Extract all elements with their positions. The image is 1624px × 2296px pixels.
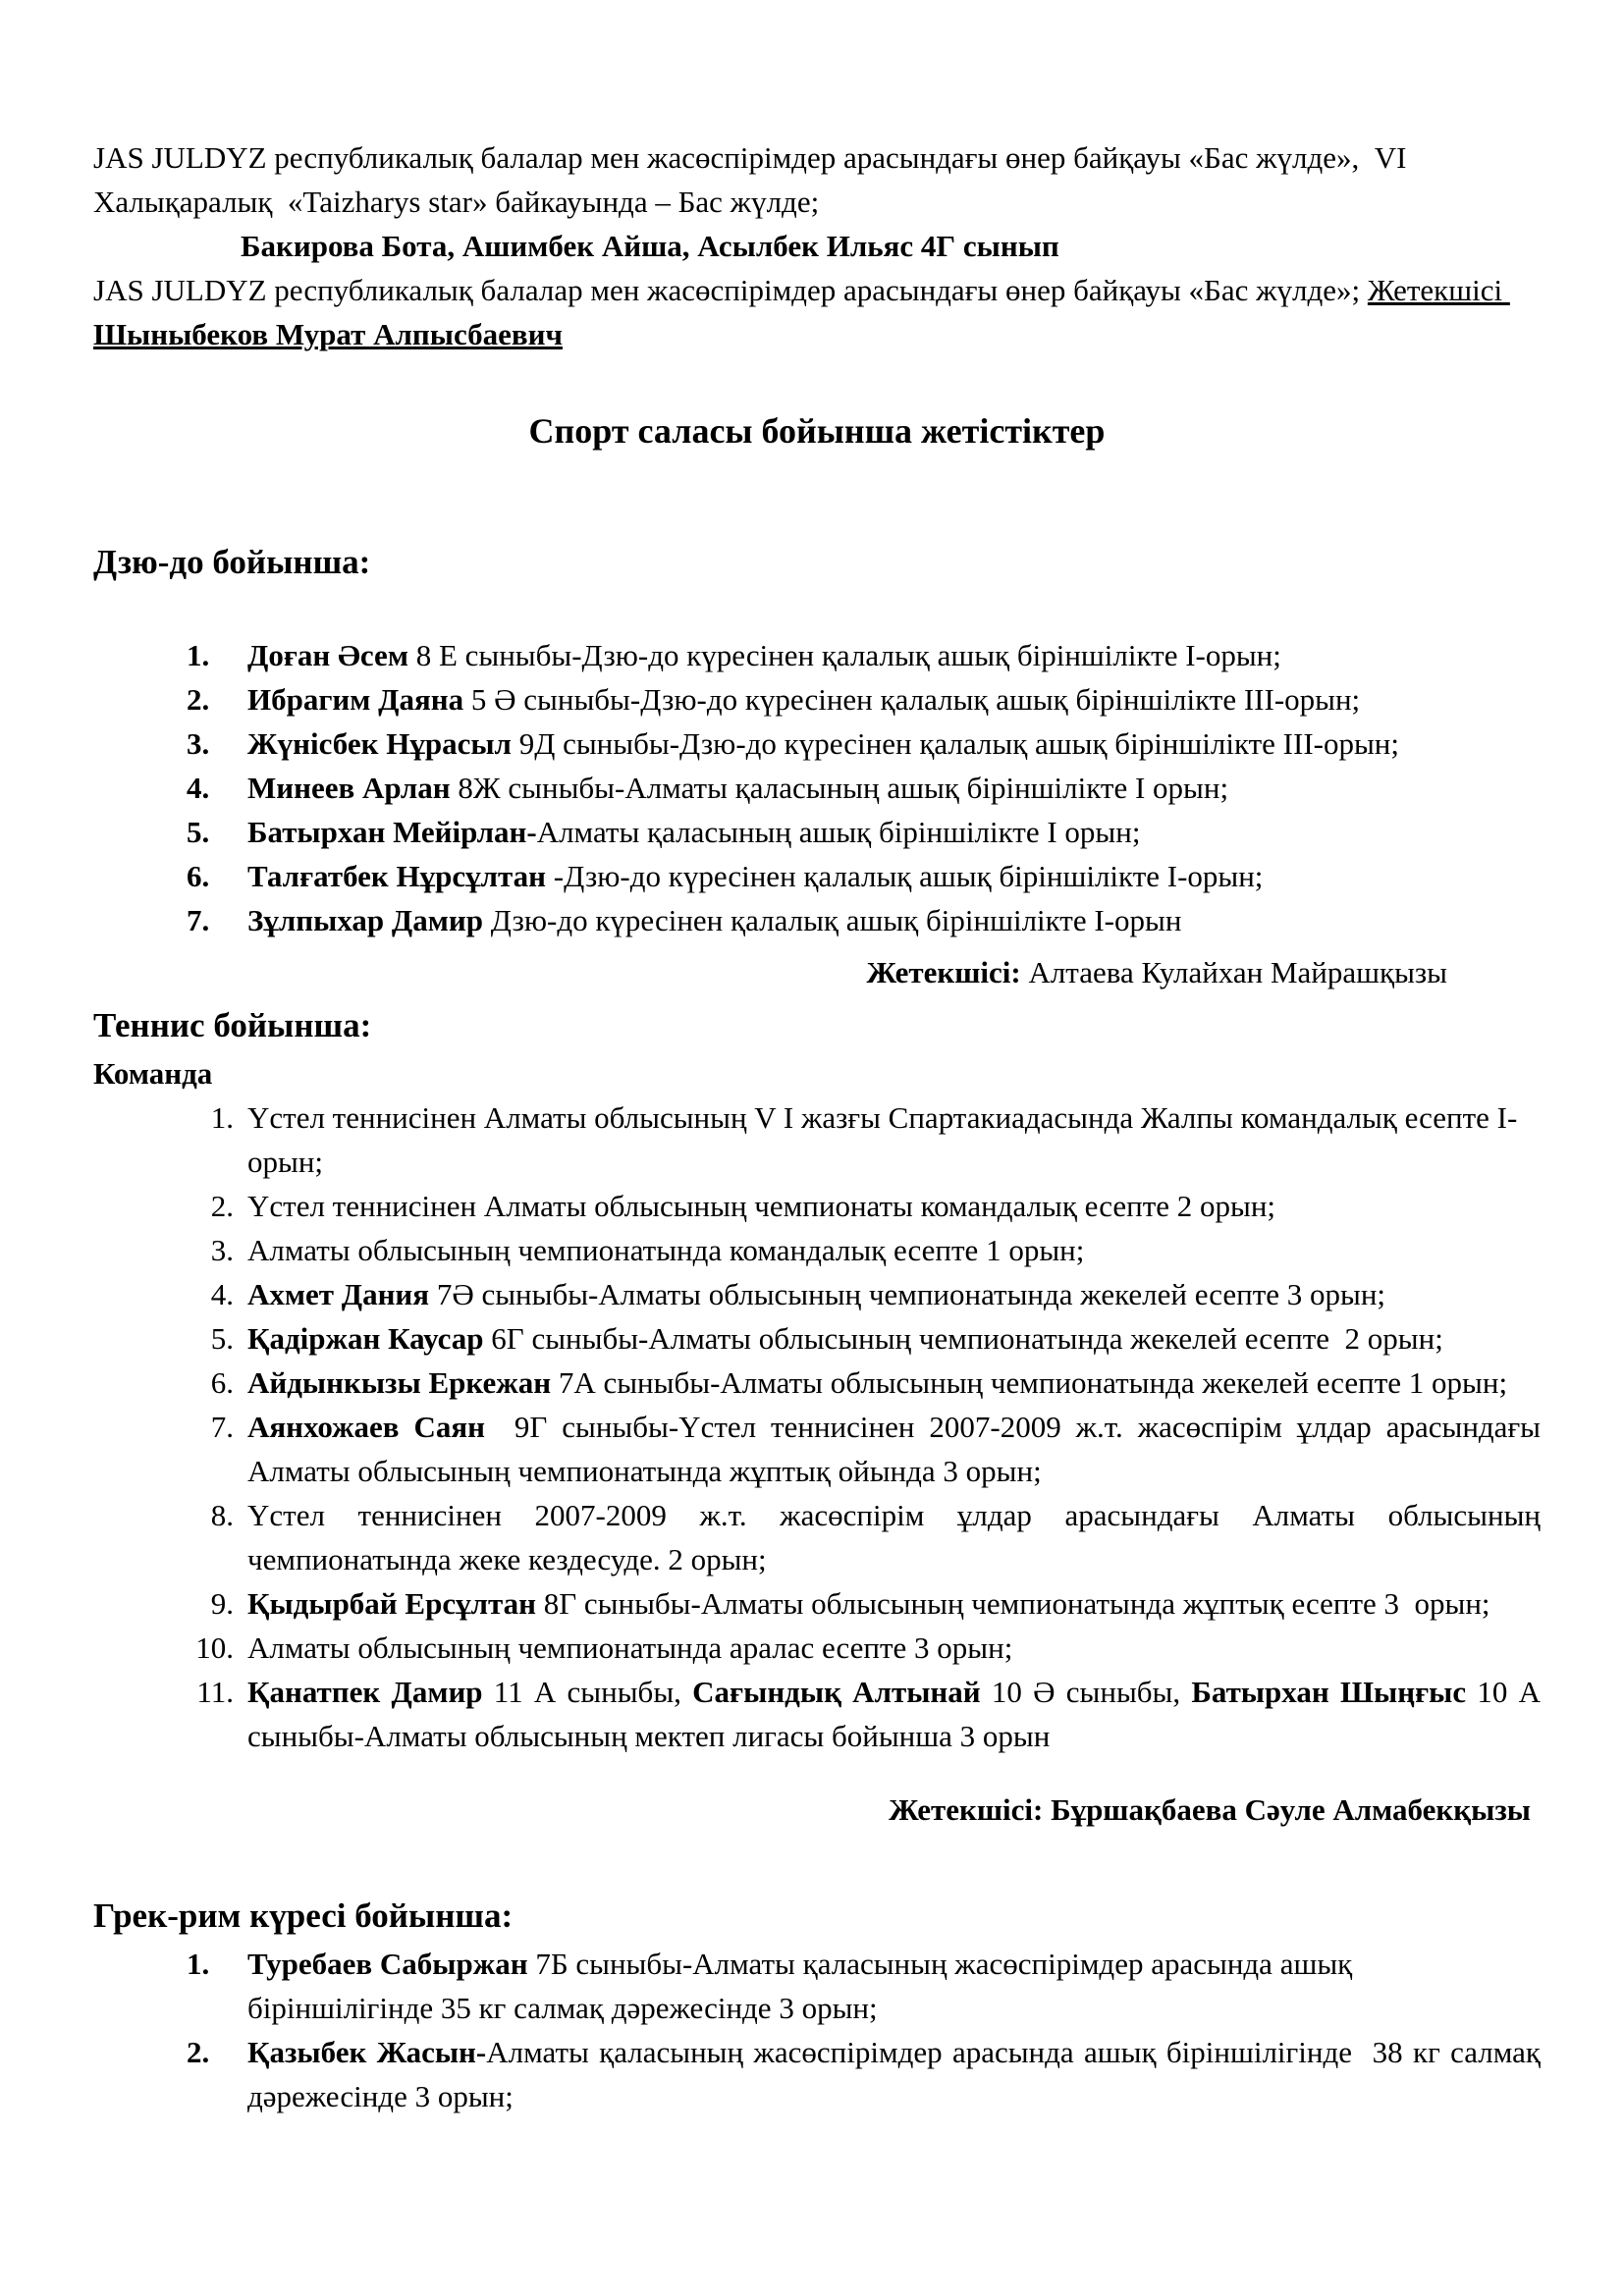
- list-item: [187, 1184, 1541, 1228]
- item-text: Минеев Арлан 8Ж сыныбы-Алматы қаласының ашық біріншілікте I орын;: [247, 771, 1229, 805]
- list-item: [187, 1626, 1541, 1670]
- list-item: [187, 2030, 1548, 2118]
- item-number: 1.: [210, 1100, 234, 1135]
- item-text: Жүнісбек Нұрасыл 9Д сыныбы-Дзю-до күресінен қалалық ашық біріншілікте III-орын;: [247, 726, 1399, 761]
- wrestling-list: [187, 1942, 1548, 2118]
- tennis-supervisor-line: Жетекшісі: Бұршақбаева Сәуле Алмабекқызы: [889, 1792, 1531, 1827]
- intro-paragraph-1: JAS JULDYZ республикалық балалар мен жасөспірімдер арасындағы өнер байқауы «Бас жүлде», VI Халықаралық «Taizharys star» байкауында – Бас жүлде;: [93, 140, 1415, 219]
- list-item: [187, 677, 1541, 721]
- item-number: 3.: [187, 726, 210, 761]
- list-item: [187, 633, 1541, 677]
- list-item: [187, 898, 1541, 942]
- supervisor-word: Жетекшісі: [1367, 273, 1510, 307]
- item-text: Аянхожаев Саян 9Г сыныбы-Үстел теннисінен 2007-2009 ж.т. жасөспірім ұлдар арасындағы Алматы облысының чемпионатында жұптық ойында 3 орын;: [247, 1410, 1548, 1488]
- list-item: [187, 810, 1541, 854]
- item-text: Үстел теннисінен Алматы облысының V I жазғы Спартакиадасында Жалпы командалық есепте I- орын;: [247, 1100, 1526, 1179]
- item-number: 5.: [210, 1321, 234, 1356]
- item-text: Үстел теннисінен 2007-2009 ж.т. жасөспірім ұлдар арасындағы Алматы облысының чемпионатында жеке кездесуде. 2 орын;: [247, 1498, 1548, 1576]
- intro-paragraph-2: [93, 268, 1541, 356]
- list-item: [187, 1272, 1541, 1316]
- item-number: 5.: [187, 815, 210, 849]
- item-text: Доған Әсем 8 Е сыныбы-Дзю-до күресінен қалалық ашық біріншілікте I-орын;: [247, 638, 1281, 672]
- item-text: Үстел теннисінен Алматы облысының чемпионаты командалық есепте 2 орын;: [247, 1189, 1276, 1223]
- item-text: Қыдырбай Ерсұлтан 8Г сыныбы-Алматы облысының чемпионатында жұптық есепте 3 орын;: [247, 1586, 1490, 1621]
- list-item: [187, 1316, 1541, 1361]
- section-heading-wrestling: Грек-рим күресі бойынша:: [93, 1896, 514, 1935]
- item-number: 2.: [210, 1189, 234, 1223]
- item-number: 1.: [187, 638, 210, 672]
- page-title: Спорт саласы бойынша жетістіктер: [528, 411, 1106, 451]
- list-item: [187, 1405, 1548, 1493]
- section-heading-judo: Дзю-до бойынша:: [93, 543, 371, 581]
- tennis-list: [187, 1095, 1548, 1758]
- item-text: Қадіржан Каусар 6Г сыныбы-Алматы облысының чемпионатында жекелей есепте 2 орын;: [247, 1321, 1443, 1356]
- item-number: 6.: [187, 859, 210, 893]
- intro-paragraph-2-text: JAS JULDYZ республикалық балалар мен жасөспірімдер арасындағы өнер байқауы «Бас жүлде»;: [93, 273, 1368, 307]
- item-number: 3.: [210, 1233, 234, 1267]
- item-text: Ахмет Дания 7Ә сыныбы-Алматы облысының чемпионатында жекелей есепте 3 орын;: [247, 1277, 1386, 1311]
- item-text: Талғатбек Нұрсұлтан -Дзю-до күресінен қалалық ашық біріншілікте I-орын;: [247, 859, 1264, 893]
- list-item: [187, 766, 1541, 810]
- item-number: 9.: [210, 1586, 234, 1621]
- item-number: 6.: [210, 1365, 234, 1400]
- item-number: 1.: [187, 1947, 210, 1981]
- list-item: [187, 1942, 1541, 2030]
- item-text: Батырхан Мейірлан-Алматы қаласының ашық біріншілікте I орын;: [247, 815, 1141, 849]
- item-number: 4.: [187, 771, 210, 805]
- list-item: [187, 1581, 1541, 1626]
- judo-supervisor-line: Жетекшісі: Алтаева Кулайхан Майрашқызы: [866, 955, 1447, 989]
- item-text: Ибрагим Даяна 5 Ә сыныбы-Дзю-до күресінен қалалық ашық біріншілікте III-орын;: [247, 682, 1361, 717]
- section-heading-tennis: Теннис бойынша:: [93, 1006, 372, 1044]
- winners-line: Бакирова Бота, Ашимбек Айша, Асылбек Ильяс 4Г сынып: [241, 229, 1059, 263]
- item-text: Алматы облысының чемпионатында командалық есепте 1 орын;: [247, 1233, 1085, 1267]
- list-item: [187, 1228, 1541, 1272]
- supervisor-name-underlined: Шыныбеков Мурат Алпысбаевич: [93, 317, 563, 351]
- list-item: [187, 1361, 1541, 1405]
- judo-list: [187, 633, 1541, 942]
- item-text: Зұлпыхар Дамир Дзю-до күресінен қалалық ашық біріншілікте I-орын: [247, 903, 1182, 937]
- item-text: Туребаев Сабыржан 7Б сыныбы-Алматы қаласының жасөспірімдер арасында ашық біріншілігінде 35 кг салмақ дәрежесінде 3 орын;: [247, 1947, 1360, 2025]
- list-item: [187, 1095, 1541, 1184]
- item-number: 7.: [210, 1410, 234, 1444]
- item-number: 7.: [187, 903, 210, 937]
- list-item: [187, 1493, 1548, 1581]
- item-number: 4.: [210, 1277, 234, 1311]
- list-item: [187, 721, 1541, 766]
- item-number: 2.: [187, 682, 210, 717]
- list-item: [187, 854, 1541, 898]
- item-text: Қанатпек Дамир 11 А сыныбы, Сағындық Алтынай 10 Ә сыныбы, Батырхан Шыңғыс 10 А сыныбы-Алматы облысының мектеп лигасы бойынша 3 орын: [247, 1675, 1548, 1753]
- tennis-subheading: Команда: [93, 1056, 213, 1091]
- item-text: Айдынкызы Еркежан 7А сыныбы-Алматы облысының чемпионатында жекелей есепте 1 орын;: [247, 1365, 1508, 1400]
- list-item: [187, 1670, 1548, 1758]
- item-text: Қазыбек Жасын-Алматы қаласының жасөспірімдер арасында ашық біріншілігінде 38 кг салмақ дәрежесінде 3 орын;: [247, 2035, 1548, 2113]
- item-number: 2.: [187, 2035, 210, 2069]
- item-number: 11.: [196, 1675, 234, 1709]
- item-number: 8.: [210, 1498, 234, 1532]
- item-number: 10.: [195, 1630, 234, 1665]
- item-text: Алматы облысының чемпионатында аралас есепте 3 орын;: [247, 1630, 1013, 1665]
